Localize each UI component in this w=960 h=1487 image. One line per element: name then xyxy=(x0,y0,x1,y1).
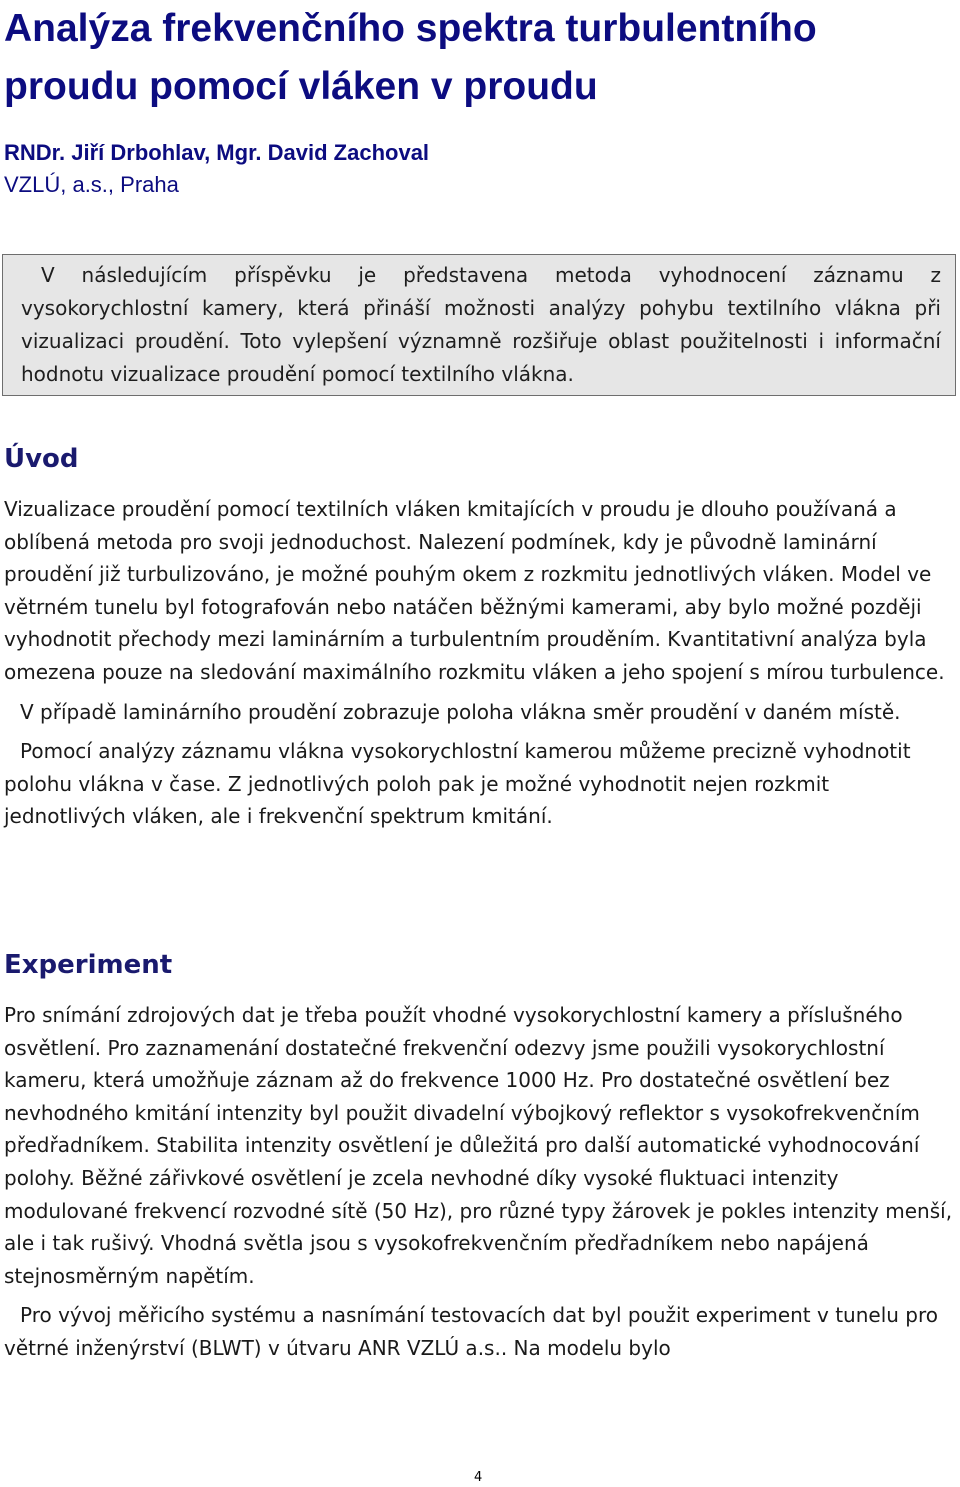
paper-authors: RNDr. Jiří Drbohlav, Mgr. David Zachoval xyxy=(4,140,430,165)
paragraph: Pro snímání zdrojových dat je třeba použít vhodné vysokorychlostní kamery a příslušného osvětlení. Pro zaznamenání dostatečné frekvenční odezvy jsme použili vysokorychlostní kameru, která umožňuje záznam až do frekvence 1000 Hz. Pro dostatečné osvětlení bez nevhodného kmitání intenzity byl použit divadelní výbojkový reflektor s vysokofrekvenčním předřadníkem. Stabilita intenzity osvětlení je důležitá pro další automatické vyhodnocování polohy. Běžné zářivkové osvětlení je zcela nevhodné díky vysoké fluktuaci intenzity modulované frekvencí rozvodné sítě (50 Hz), pro různé typy žárovek je pokles intenzity menší, ale i tak rušivý. Vhodná světla jsou s vysokofrekvenčním předřadníkem nebo napájená stejnosměrným napětím. xyxy=(4,1003,953,1288)
section-body-uvod xyxy=(4,493,954,840)
paragraph: Pomocí analýzy záznamu vlákna vysokorychlostní kamerou můžeme precizně vyhodnotit polohu vlákna v čase. Z jednotlivých poloh pak je možné vyhodnotit nejen rozkmit jednotlivých vláken, ale i frekvenční spektrum kmitání. xyxy=(4,739,911,829)
section-heading-uvod: Úvod xyxy=(4,444,79,474)
page-number: 4 xyxy=(474,1470,483,1485)
paragraph: V případě laminárního proudění zobrazuje poloha vlákna směr proudění v daném místě. xyxy=(20,699,901,724)
section-body-experiment xyxy=(4,999,954,1372)
paper-affiliation: VZLÚ, a.s., Praha xyxy=(4,172,179,197)
paragraph: Pro vývoj měřicího systému a nasnímání testovacích dat byl použit experiment v tunelu pro větrné inženýrství (BLWT) v útvaru ANR VZLÚ a.s.. Na modelu bylo xyxy=(4,1303,938,1360)
abstract-text: V následujícím příspěvku je představena metoda vyhodnocení záznamu z vysokorychlostní kamery, která přináší možnosti analýzy pohybu textilního vlákna při vizualizaci proudění. Toto vylepšení významně rozšiřuje oblast použitelnosti i informační hodnotu vizualizace proudění pomocí textilního vlákna. xyxy=(21,263,941,386)
paragraph: Vizualizace proudění pomocí textilních vláken kmitajících v proudu je dlouho používaná a oblíbená metoda pro svoji jednoduchost. Nalezení podmínek, kdy je původně laminární proudění již turbulizováno, je možné pouhým okem z rozkmitu jednotlivých vláken. Model ve větrném tunelu byl fotografován nebo natáčen běžnými kamerami, aby bylo možné později vyhodnotit přechody mezi laminárním a turbulentním prouděním. Kvantitativní analýza byla omezena pouze na sledování maximálního rozkmitu vláken a jeho spojení s mírou turbulence. xyxy=(4,497,945,684)
section-heading-experiment: Experiment xyxy=(4,950,173,980)
abstract-box xyxy=(2,254,956,396)
paper-title: Analýza frekvenčního spektra turbulentního proudu pomocí vláken v proudu xyxy=(4,7,817,108)
